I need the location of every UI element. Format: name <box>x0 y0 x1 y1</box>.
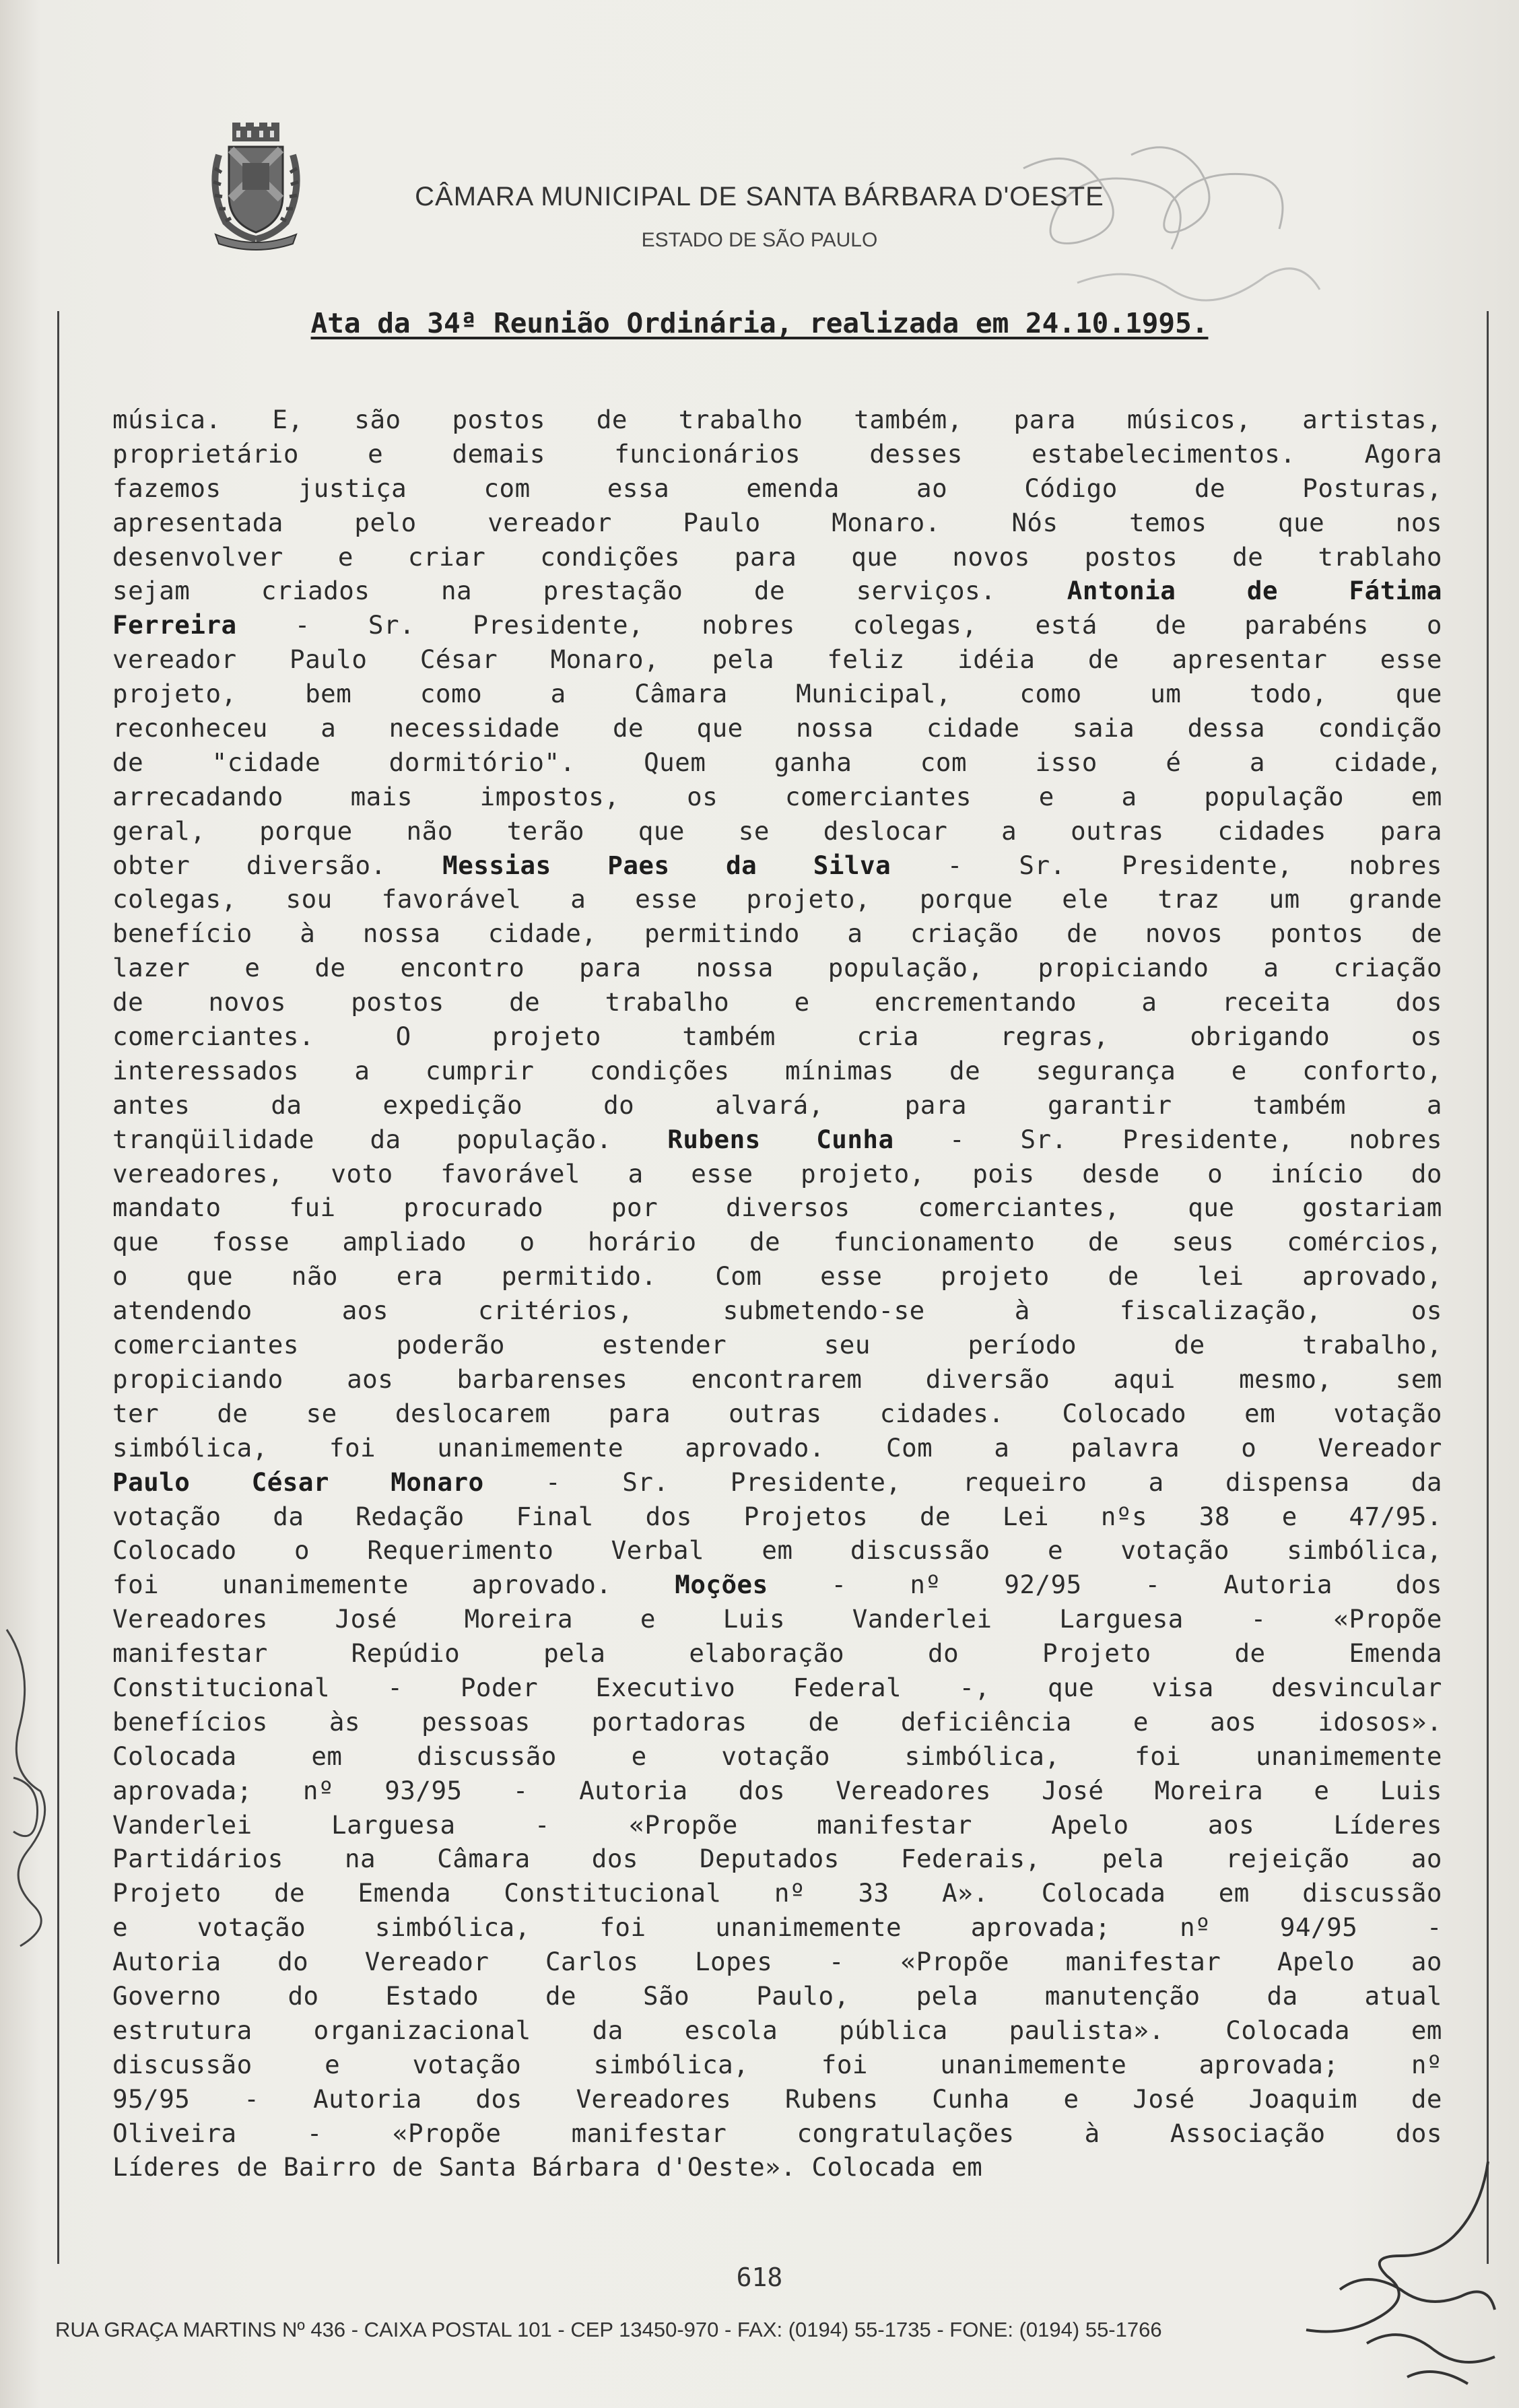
text-line <box>112 1328 1442 1362</box>
text-segment: votação da Redação Final dos Projetos de Lei nºs 38 e 47/95. <box>112 1501 1442 1531</box>
text-segment: simbólica, foi unanimemente aprovado. Com a palavra o Vereador <box>112 1432 1442 1463</box>
text-line <box>112 1876 1442 1910</box>
text-line <box>112 1671 1442 1705</box>
speaker-name: Moções <box>675 1570 768 1600</box>
text-line <box>112 1259 1442 1294</box>
text-segment: Vanderlei Larguesa - «Propõe manifestar Apelo aos Líderes <box>112 1809 1442 1840</box>
text-segment: de "cidade dormitório". Quem ganha com isso é a cidade, <box>112 747 1442 777</box>
text-line <box>112 471 1442 506</box>
text-segment: discussão e votação simbólica, foi unanimemente aprovada; nº <box>112 2049 1442 2079</box>
text-segment: benefícios às pessoas portadoras de deficiência e aos idosos». <box>112 1706 1442 1737</box>
text-line <box>112 745 1442 780</box>
minutes-body <box>112 403 1442 2184</box>
text-segment: manifestar Repúdio pela elaboração do Projeto de Emenda <box>112 1638 1442 1669</box>
text-segment: reconheceu a necessidade de que nossa cidade saia dessa condição <box>112 713 1442 743</box>
text-segment: de novos postos de trabalho e encrementando a receita dos <box>112 987 1442 1017</box>
text-line <box>112 1500 1442 1534</box>
text-segment: Constitucional - Poder Executivo Federal -, que visa desvincular <box>112 1672 1442 1702</box>
text-segment: e votação simbólica, foi unanimemente aprovada; nº 94/95 - <box>112 1912 1442 1943</box>
text-segment: comerciantes poderão estender seu período de trabalho, <box>112 1330 1442 1360</box>
text-segment: Líderes de Bairro de Santa Bárbara d'Oeste». Colocada em <box>112 2152 983 2182</box>
text-segment: Colocada em discussão e votação simbólica, foi unanimemente <box>112 1741 1442 1771</box>
text-segment: geral, porque não terão que se deslocar a outras cidades para <box>112 815 1442 846</box>
document-title: Ata da 34ª Reunião Ordinária, realizada em 24.10.1995. <box>310 307 1209 339</box>
text-line <box>112 1910 1442 1945</box>
text-segment: apresentada pelo vereador Paulo Monaro. Nós temos que nos <box>112 507 1442 537</box>
organization-state: ESTADO DE SÃO PAULO <box>641 229 878 251</box>
speaker-name: Paulo César Monaro <box>112 1467 484 1497</box>
text-segment: - Sr. Presidente, nobres <box>891 850 1442 880</box>
text-segment: - nº 92/95 - Autoria dos <box>768 1570 1442 1600</box>
text-line <box>112 1294 1442 1328</box>
left-border-line <box>57 311 59 2264</box>
text-segment: - Sr. Presidente, nobres <box>893 1124 1442 1154</box>
text-line <box>112 985 1442 1019</box>
text-line <box>112 1774 1442 1808</box>
text-line <box>112 642 1442 677</box>
text-segment: estrutura organizacional da escola pública paulista». Colocada em <box>112 2015 1442 2045</box>
text-line <box>112 780 1442 814</box>
text-line <box>112 677 1442 711</box>
text-segment: foi unanimemente aprovado. <box>112 1570 675 1600</box>
text-line <box>112 1054 1442 1088</box>
text-line <box>112 916 1442 951</box>
text-line <box>112 951 1442 985</box>
text-line <box>112 2013 1442 2048</box>
text-segment: benefício à nossa cidade, permitindo a criação de novos pontos de <box>112 918 1442 949</box>
text-line <box>112 608 1442 642</box>
text-segment: ter de se deslocarem para outras cidades. Colocado em votação <box>112 1398 1442 1428</box>
text-segment: vereadores, voto favorável a esse projeto, pois desde o início do <box>112 1158 1442 1189</box>
text-line <box>112 1362 1442 1397</box>
text-line <box>112 1397 1442 1431</box>
text-segment: Vereadores José Moreira e Luis Vanderlei Larguesa - «Propõe <box>112 1604 1442 1634</box>
text-line <box>112 506 1442 540</box>
text-segment: Projeto de Emenda Constitucional nº 33 A». Colocada em discussão <box>112 1878 1442 1908</box>
text-line <box>112 1465 1442 1500</box>
text-line <box>112 2048 1442 2082</box>
text-line <box>112 711 1442 745</box>
text-line <box>112 1842 1442 1876</box>
text-segment: interessados a cumprir condições mínimas de segurança e conforto, <box>112 1055 1442 1085</box>
text-segment: - Sr. Presidente, nobres colegas, está de parabéns o <box>236 610 1442 640</box>
text-segment: o que não era permitido. Com esse projeto de lei aprovado, <box>112 1261 1442 1292</box>
speaker-name: Ferreira <box>112 610 237 640</box>
organization-name: CÂMARA MUNICIPAL DE SANTA BÁRBARA D'OESTE <box>415 182 1104 211</box>
text-segment: - Sr. Presidente, requeiro a dispensa da <box>483 1467 1442 1497</box>
text-line <box>112 882 1442 916</box>
text-segment: vereador Paulo César Monaro, pela feliz idéia de apresentar esse <box>112 644 1442 675</box>
text-segment: colegas, sou favorável a esse projeto, porque ele traz um grande <box>112 884 1442 914</box>
text-segment: Partidários na Câmara dos Deputados Federais, pela rejeição ao <box>112 1844 1442 1874</box>
text-segment: Colocado o Requerimento Verbal em discussão e votação simbólica, <box>112 1535 1442 1566</box>
text-segment: propiciando aos barbarenses encontrarem diversão aqui mesmo, sem <box>112 1364 1442 1394</box>
text-segment: mandato fui procurado por diversos comerciantes, que gostariam <box>112 1193 1442 1223</box>
text-line <box>112 1431 1442 1465</box>
text-line <box>112 1602 1442 1636</box>
text-line <box>112 574 1442 608</box>
text-segment: sejam criados na prestação de serviços. <box>112 576 1067 606</box>
text-line <box>112 848 1442 883</box>
text-segment: fazemos justiça com essa emenda ao Código de Posturas, <box>112 473 1442 503</box>
text-segment: obter diversão. <box>112 850 443 880</box>
speaker-name: Messias Paes da Silva <box>442 850 891 880</box>
text-segment: tranqüilidade da população. <box>112 1124 668 1154</box>
text-segment: arrecadando mais impostos, os comerciantes e a população em <box>112 781 1442 811</box>
signature-left-margin <box>0 1616 61 1953</box>
text-line <box>112 1157 1442 1191</box>
text-segment: desenvolver e criar condições para que novos postos de trablaho <box>112 541 1442 572</box>
text-line <box>112 2082 1442 2116</box>
text-segment: 95/95 - Autoria dos Vereadores Rubens Cunha e José Joaquim de <box>112 2083 1442 2114</box>
text-line <box>112 2116 1442 2151</box>
text-line <box>112 540 1442 574</box>
text-segment: proprietário e demais funcionários desses estabelecimentos. Agora <box>112 438 1442 469</box>
text-line <box>112 814 1442 848</box>
footer-address: RUA GRAÇA MARTINS Nº 436 - CAIXA POSTAL 101 - CEP 13450-970 - FAX: (0194) 55-1735 - FONE: (0194) 55-1766 <box>55 2318 1162 2341</box>
text-line <box>112 1739 1442 1774</box>
text-segment: atendendo aos critérios, submetendo-se à fiscalização, os <box>112 1296 1442 1326</box>
text-line <box>112 1088 1442 1123</box>
text-line <box>112 1019 1442 1054</box>
text-line <box>112 1808 1442 1842</box>
text-line <box>112 1123 1442 1157</box>
text-segment: música. E, são postos de trabalho também, para músicos, artistas, <box>112 405 1442 434</box>
text-segment: projeto, bem como a Câmara Municipal, como um todo, que <box>112 679 1442 709</box>
text-line <box>112 1636 1442 1671</box>
text-line <box>112 403 1442 437</box>
text-line <box>112 2150 1442 2184</box>
text-line <box>112 1945 1442 1979</box>
text-line <box>112 1568 1442 1602</box>
speaker-name: Antonia de Fátima <box>1067 576 1442 606</box>
text-line <box>112 1191 1442 1225</box>
text-line <box>112 1533 1442 1568</box>
signature-bottom-right <box>1266 2155 1508 2397</box>
text-segment: Autoria do Vereador Carlos Lopes - «Propõe manifestar Apelo ao <box>112 1947 1442 1977</box>
text-segment: Oliveira - «Propõe manifestar congratulações à Associação dos <box>112 2118 1442 2148</box>
text-segment: Governo do Estado de São Paulo, pela manutenção da atual <box>112 1980 1442 2011</box>
page-number: 618 <box>736 2263 783 2292</box>
text-line <box>112 1979 1442 2013</box>
text-line <box>112 1705 1442 1739</box>
text-segment: comerciantes. O projeto também cria regras, obrigando os <box>112 1022 1442 1052</box>
text-segment: que fosse ampliado o horário de funcionamento de seus comércios, <box>112 1227 1442 1257</box>
text-segment: antes da expedição do alvará, para garantir também a <box>112 1090 1442 1120</box>
text-segment: aprovada; nº 93/95 - Autoria dos Vereadores José Moreira e Luis <box>112 1775 1442 1805</box>
speaker-name: Rubens Cunha <box>667 1124 894 1154</box>
text-segment: lazer e de encontro para nossa população, propiciando a criação <box>112 953 1442 983</box>
text-line <box>112 1225 1442 1259</box>
text-line <box>112 437 1442 471</box>
right-border-line <box>1487 311 1489 2264</box>
